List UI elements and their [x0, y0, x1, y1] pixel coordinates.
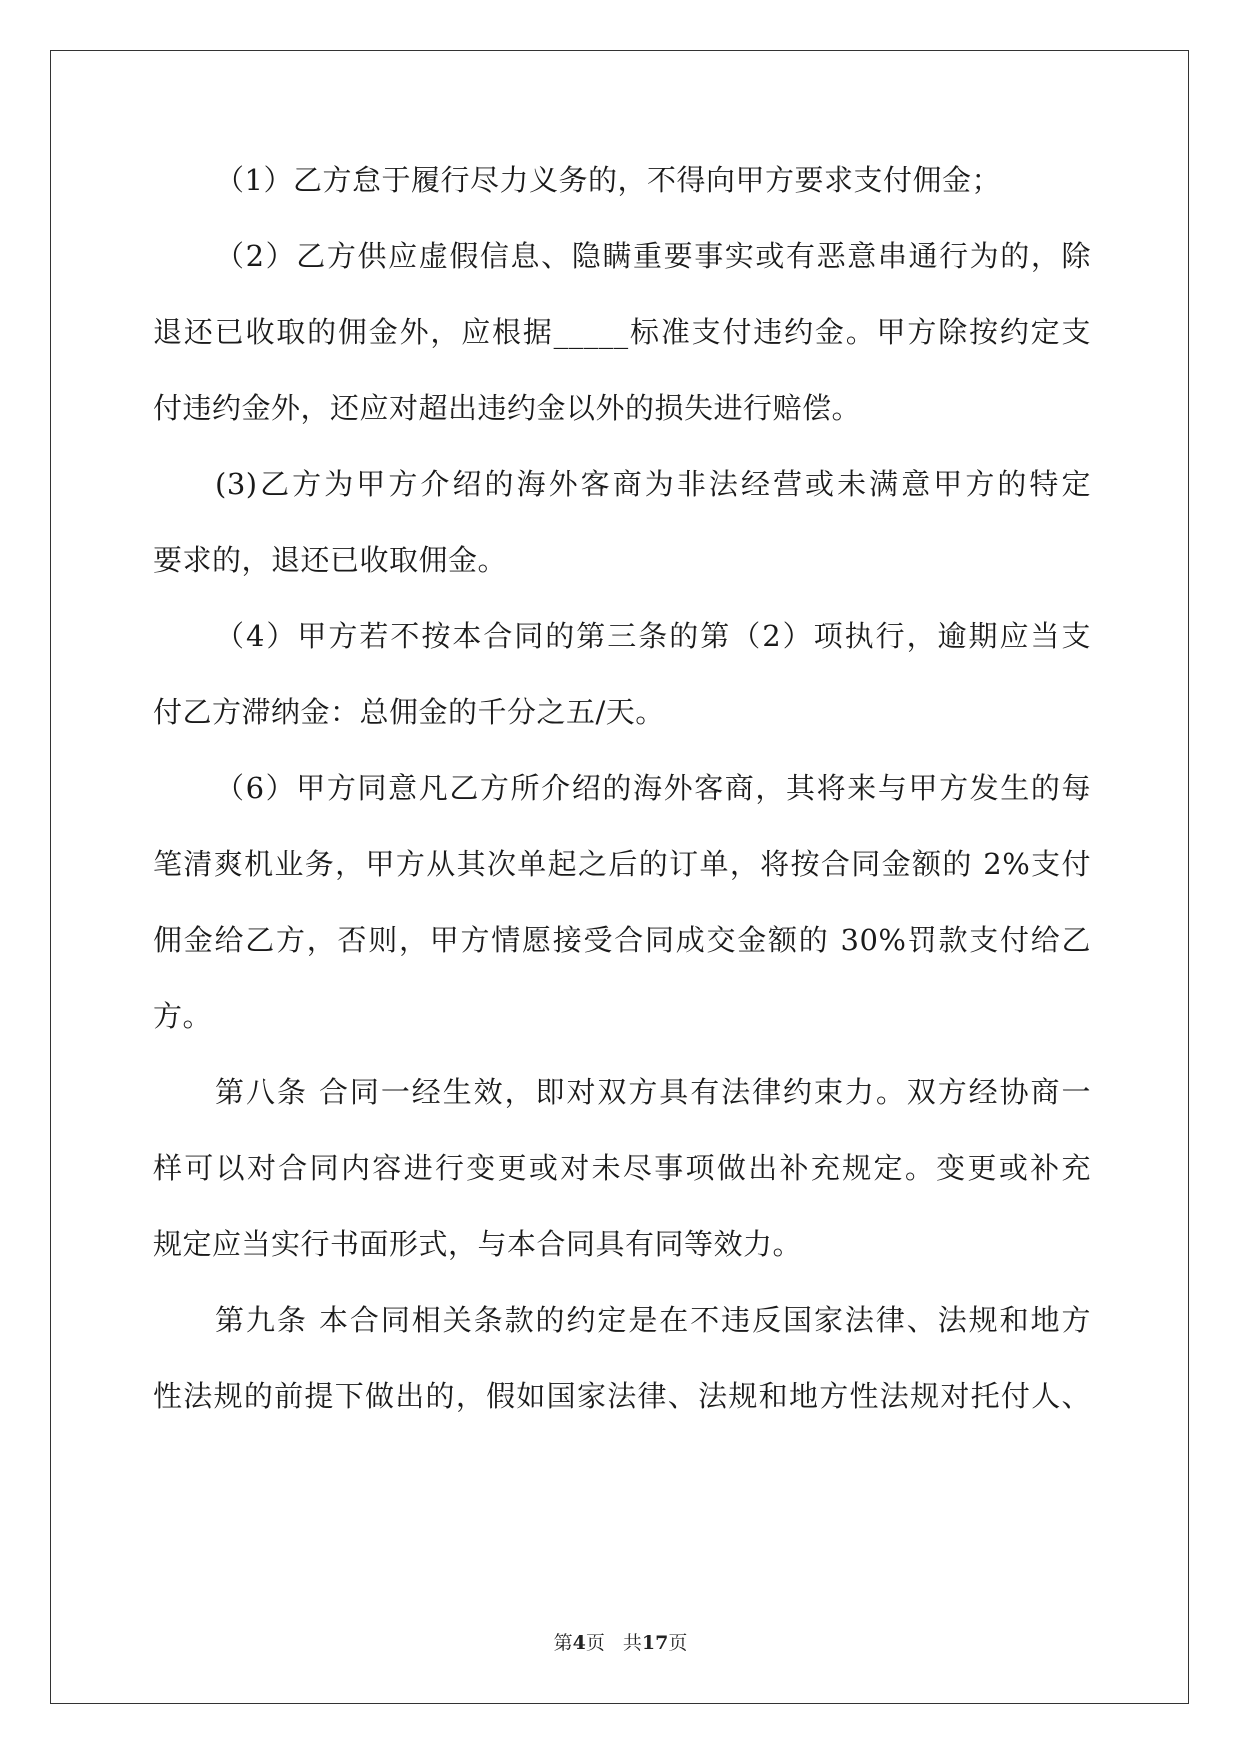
- text-line: 笔清爽机业务，甲方从其次单起之后的订单，将按合同金额的 2%支付: [153, 847, 1091, 881]
- page-number: 4: [572, 1632, 586, 1654]
- text-line: 规定应当实行书面形式，与本合同具有同等效力。: [153, 1227, 803, 1261]
- total-pages: 17: [641, 1632, 669, 1654]
- text-line: 第八条 合同一经生效，即对双方具有法律约束力。双方经协商一: [215, 1075, 1091, 1109]
- page-prefix: 第: [553, 1632, 573, 1654]
- page-suffix: 页: [585, 1632, 605, 1654]
- text-line: 性法规的前提下做出的，假如国家法律、法规和地方性法规对托付人、: [153, 1379, 1091, 1413]
- text-line: 退还已收取的佣金外，应根据_____标准支付违约金。甲方除按约定支: [153, 315, 1091, 349]
- text-line: (3)乙方为甲方介绍的海外客商为非法经营或未满意甲方的特定: [215, 467, 1091, 501]
- text-line: （6）甲方同意凡乙方所介绍的海外客商，其将来与甲方发生的每: [215, 771, 1091, 805]
- text-line: 样可以对合同内容进行变更或对未尽事项做出补充规定。变更或补充: [153, 1151, 1091, 1185]
- text-line: 付乙方滞纳金：总佣金的千分之五/天。: [153, 695, 665, 729]
- text-line: 付违约金外，还应对超出违约金以外的损失进行赔偿。: [153, 391, 862, 425]
- text-line: （2）乙方供应虚假信息、隐瞒重要事实或有恶意串通行为的，除: [215, 239, 1091, 273]
- text-line: 方。: [153, 999, 213, 1033]
- text-line: 要求的，退还已收取佣金。: [153, 543, 508, 577]
- text-line: 佣金给乙方，否则，甲方情愿接受合同成交金额的 30%罚款支付给乙: [153, 923, 1091, 957]
- text-line: 第九条 本合同相关条款的约定是在不违反国家法律、法规和地方: [215, 1303, 1091, 1337]
- total-prefix: 共: [622, 1632, 642, 1654]
- text-line: （4）甲方若不按本合同的第三条的第（2）项执行，逾期应当支: [215, 619, 1091, 653]
- total-suffix: 页: [668, 1632, 688, 1654]
- text-line: （1）乙方怠于履行尽力义务的，不得向甲方要求支付佣金；: [215, 163, 1001, 197]
- page-footer: [0, 1628, 1241, 1655]
